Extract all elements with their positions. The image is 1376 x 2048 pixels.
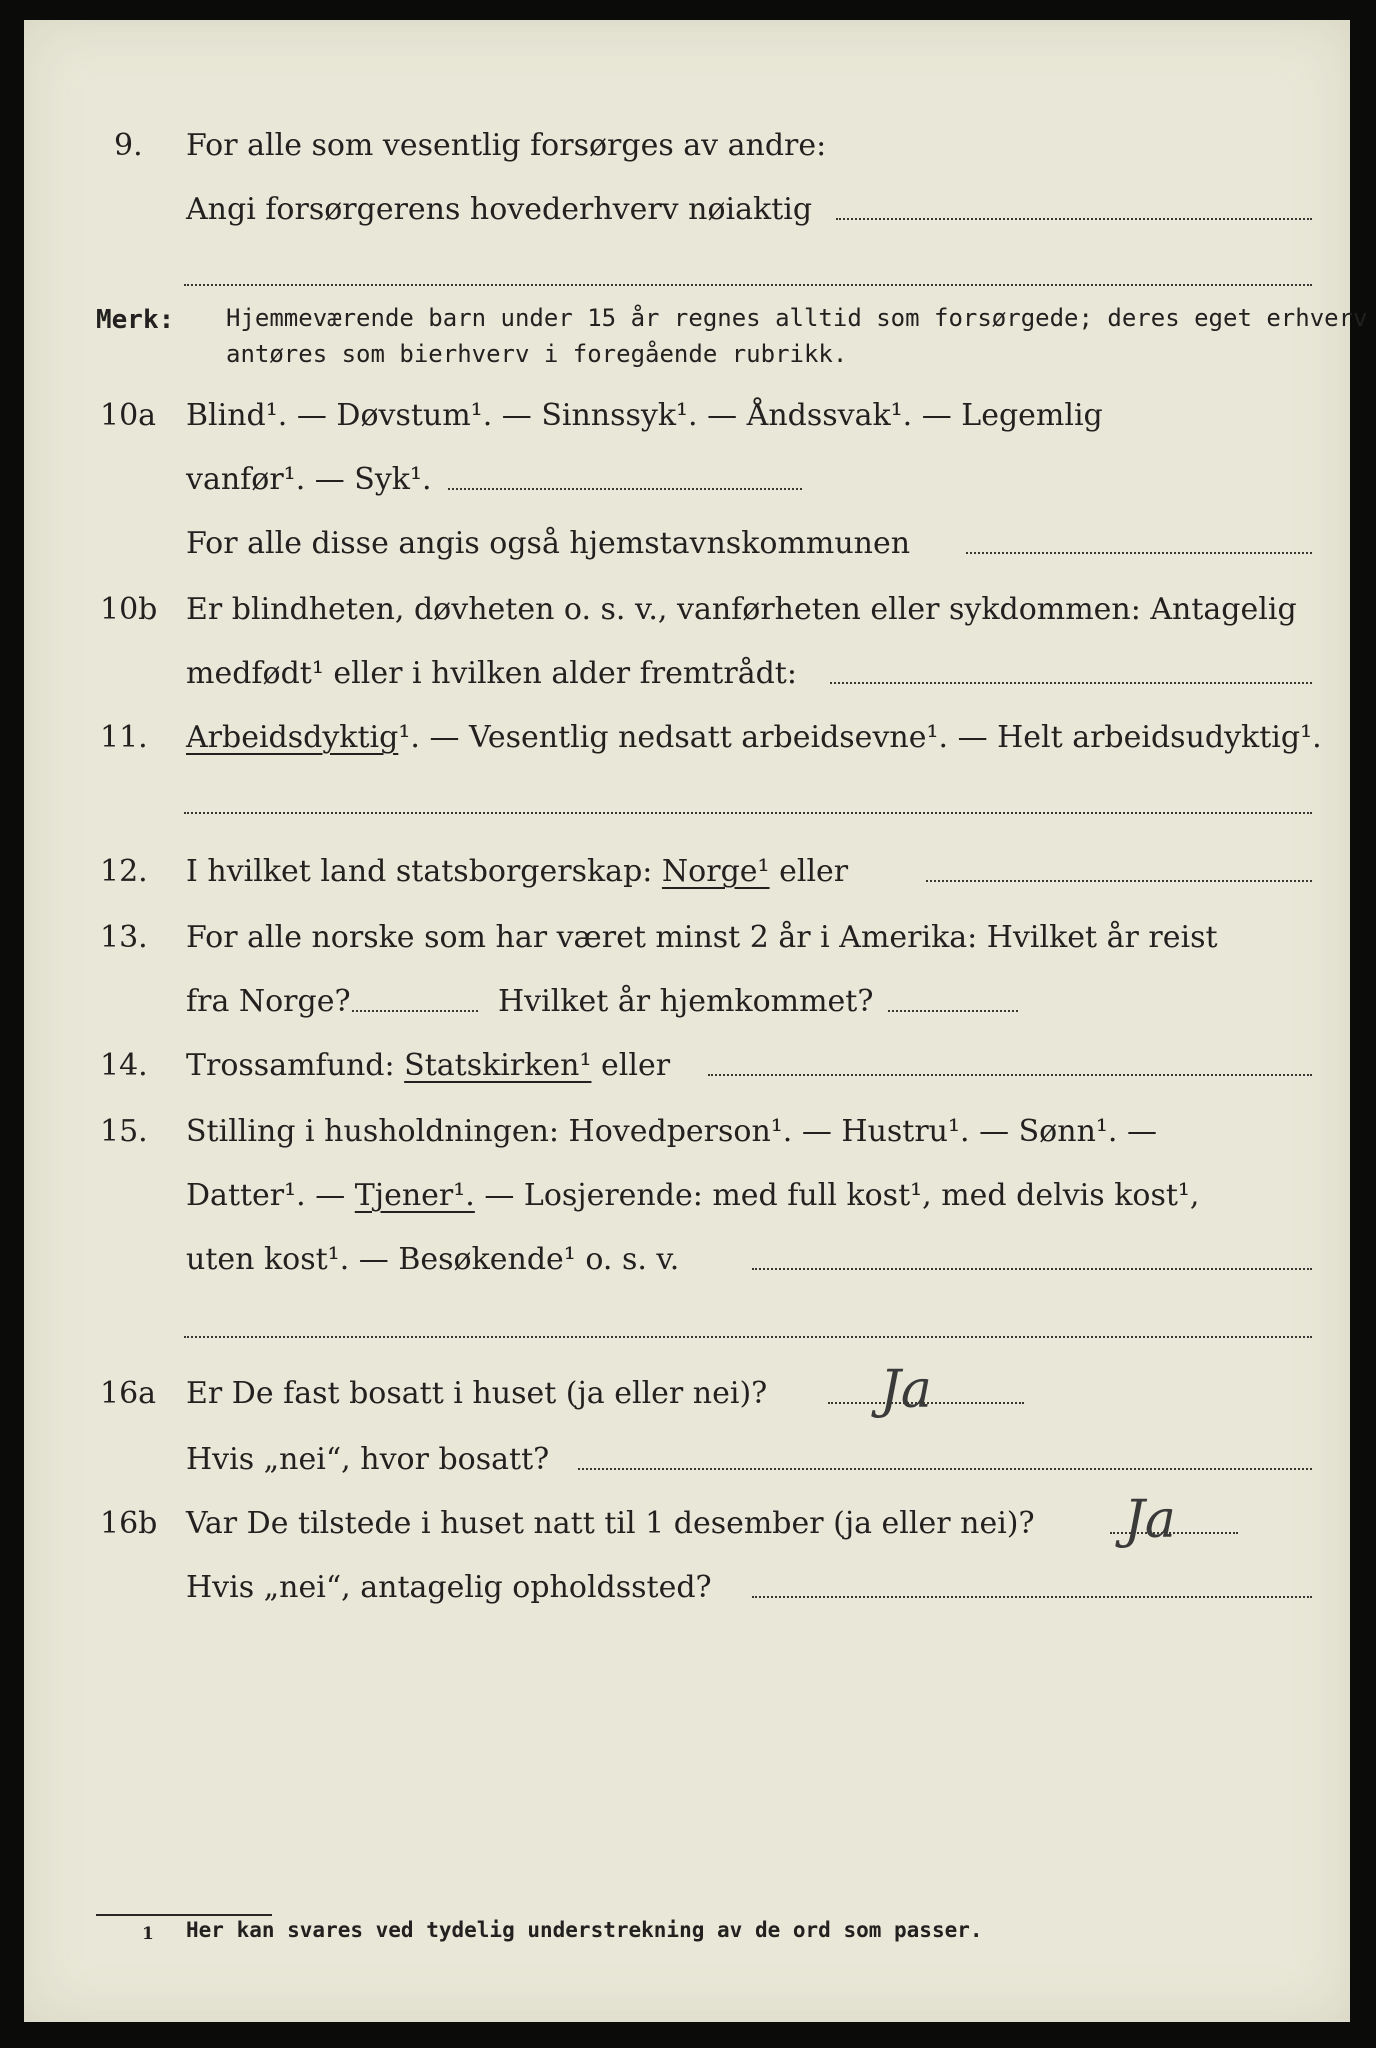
question-text-part: — Losjerende: med full kost¹, med delvis kost¹, bbox=[474, 1178, 1200, 1213]
question-text bbox=[186, 1176, 1199, 1216]
question-number: 16b bbox=[100, 1506, 158, 1541]
question-text: Blind¹. — Døvstum¹. — Sinnssyk¹. — Åndssvak¹. — Legemlig bbox=[186, 398, 1103, 433]
footnote-mark: 1 bbox=[142, 1924, 154, 1944]
question-text: Er blindheten, døvheten o. s. v., vanførheten eller sykdommen: Antagelig bbox=[186, 592, 1297, 627]
answer-line[interactable] bbox=[708, 1074, 1312, 1076]
answer-line[interactable] bbox=[836, 218, 1312, 220]
note-text: antøres som bierhverv i foregående rubrikk. bbox=[226, 340, 848, 368]
question-number: 10b bbox=[100, 592, 158, 627]
question-text: medfødt¹ eller i hvilken alder fremtrådt: bbox=[186, 656, 797, 691]
question-text-prefix: I hvilket land statsborgerskap: bbox=[186, 854, 662, 889]
answer-line[interactable] bbox=[448, 488, 802, 490]
answer-line[interactable] bbox=[752, 1596, 1312, 1598]
answer-line[interactable] bbox=[578, 1468, 1312, 1470]
underlined-option: Arbeidsdyktig bbox=[186, 720, 399, 755]
answer-line[interactable] bbox=[926, 880, 1312, 882]
question-text: Hvilket år hjemkommet? bbox=[498, 984, 874, 1019]
question-text bbox=[186, 852, 848, 892]
answer-line[interactable] bbox=[184, 812, 1312, 814]
question-text: Angi forsørgerens hovederhverv nøiaktig bbox=[186, 192, 813, 227]
answer-line[interactable] bbox=[752, 1268, 1312, 1270]
answer-line[interactable] bbox=[184, 1336, 1312, 1338]
note-text: Hjemmeværende barn under 15 år regnes alltid som forsørgede; deres eget erhverv bbox=[226, 304, 1368, 332]
question-number: 10a bbox=[100, 398, 157, 433]
question-text-suffix: eller bbox=[591, 1048, 671, 1083]
underlined-option: Tjener¹. bbox=[354, 1178, 475, 1213]
underlined-option: Norge¹ bbox=[661, 854, 770, 889]
question-number: 13. bbox=[100, 920, 148, 955]
handwritten-answer: Ja bbox=[1124, 1490, 1176, 1550]
footnote-text: Her kan svares ved tydelig understrekning av de ord som passer. bbox=[186, 1918, 983, 1942]
question-text: Er De fast bosatt i huset (ja eller nei)? bbox=[186, 1376, 768, 1411]
question-text bbox=[186, 1046, 670, 1086]
handwritten-answer: Ja bbox=[880, 1360, 932, 1420]
question-number: 9. bbox=[114, 128, 143, 163]
question-text: Hvis „nei“, hvor bosatt? bbox=[186, 1442, 550, 1477]
question-number: 12. bbox=[100, 854, 148, 889]
question-text: Var De tilstede i huset natt til 1 desember (ja eller nei)? bbox=[186, 1506, 1035, 1541]
question-number: 11. bbox=[100, 720, 148, 755]
question-text: For alle som vesentlig forsørges av andre: bbox=[186, 128, 827, 163]
question-number: 14. bbox=[100, 1048, 148, 1083]
question-text-suffix: eller bbox=[769, 854, 849, 889]
question-text bbox=[186, 718, 1322, 758]
answer-line[interactable] bbox=[888, 1010, 1018, 1012]
answer-line[interactable] bbox=[352, 1010, 478, 1012]
footnote-rule bbox=[96, 1914, 272, 1916]
question-text: vanfør¹. — Syk¹. bbox=[186, 462, 432, 497]
question-text: Hvis „nei“, antagelig opholdssted? bbox=[186, 1570, 712, 1605]
question-text-prefix: Trossamfund: bbox=[186, 1048, 405, 1083]
question-text: For alle norske som har været minst 2 år i Amerika: Hvilket år reist bbox=[186, 920, 1218, 955]
question-text-part: Datter¹. — bbox=[186, 1178, 355, 1213]
question-number: 16a bbox=[100, 1376, 157, 1411]
underlined-option: Statskirken¹ bbox=[404, 1048, 592, 1083]
answer-line[interactable] bbox=[966, 552, 1312, 554]
question-text: fra Norge? bbox=[186, 984, 351, 1019]
question-number: 15. bbox=[100, 1114, 148, 1149]
question-text: Stilling i husholdningen: Hovedperson¹. — Hustru¹. — Sønn¹. — bbox=[186, 1114, 1157, 1149]
answer-line[interactable] bbox=[830, 682, 1312, 684]
question-text-rest: ¹. — Vesentlig nedsatt arbeidsevne¹. — Helt arbeidsudyktig¹. bbox=[398, 720, 1322, 755]
answer-line[interactable] bbox=[184, 284, 1312, 286]
question-text: For alle disse angis også hjemstavnskommunen bbox=[186, 526, 911, 561]
note-label: Merk: bbox=[96, 305, 175, 335]
question-text: uten kost¹. — Besøkende¹ o. s. v. bbox=[186, 1242, 680, 1277]
